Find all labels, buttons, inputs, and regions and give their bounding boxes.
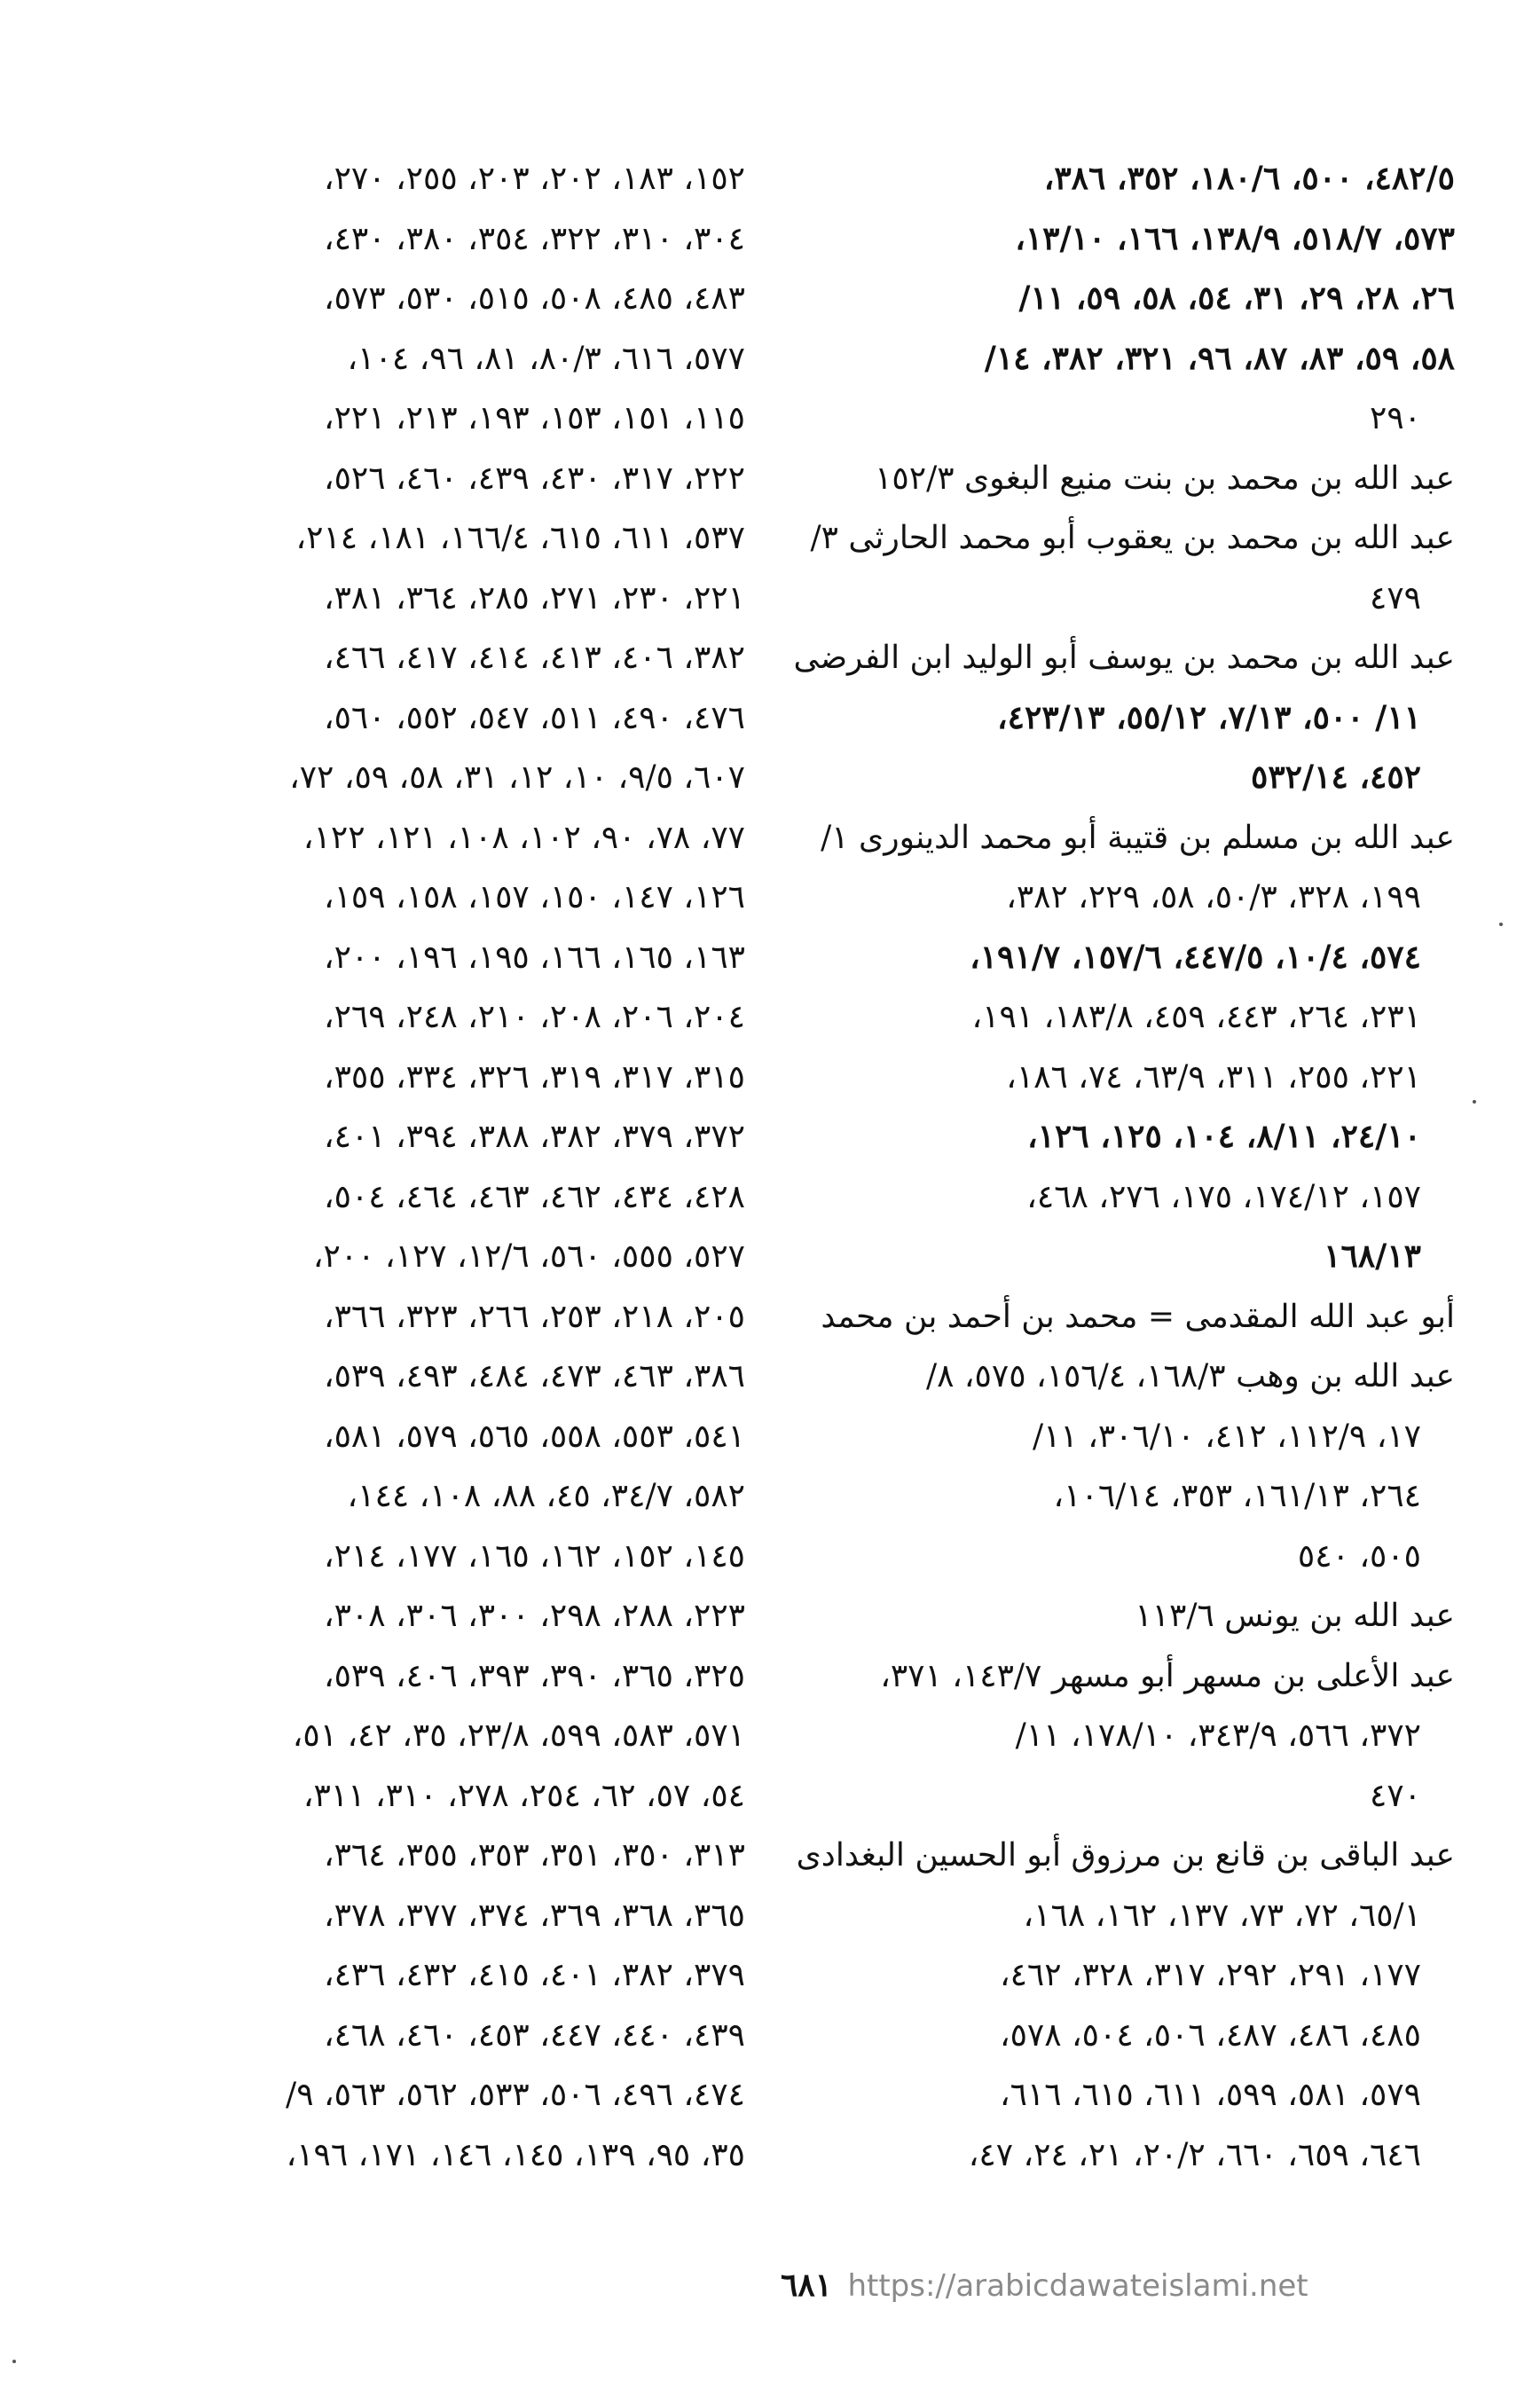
scan-speck [1499, 923, 1503, 926]
index-line: ٧٧، ٧٨، ٩٠، ١٠٢، ١٠٨، ١٢١، ١٢٢، [302, 819, 745, 856]
index-line: ٦٥/١، ٧٢، ٧٣، ١٣٧، ١٦٢، ١٦٨، [1023, 1897, 1421, 1934]
index-line: ٤٣٩، ٤٤٠، ٤٤٧، ٤٥٣، ٤٦٠، ٤٦٨، [323, 2016, 745, 2054]
index-line: ٢٢١، ٢٣٠، ٢٧١، ٢٨٥، ٣٦٤، ٣٨١، [323, 579, 745, 617]
index-entry-heading: عبد الله بن وهب ١٦٨/٣، ١٥٦/٤، ٥٧٥، ٨/ [925, 1358, 1455, 1394]
index-line: ٤٧٦، ٤٩٠، ٥١١، ٥٤٧، ٥٥٢، ٥٦٠، [323, 699, 745, 736]
index-line: ٢٩٠ [1369, 400, 1421, 436]
index-entry-heading: عبد الباقى بن قانع بن مرزوق أبو الحسين البغدادى [796, 1837, 1455, 1874]
index-line: ٥٧٣، ٥١٨/٧، ١٣٨/٩، ١٦٦، ١٣/١٠، [1015, 219, 1455, 257]
index-entry-heading: عبد الله بن محمد بن بنت منيع البغوى ١٥٢/٣ [875, 460, 1455, 497]
index-line: ١١/ ٥٠٠، ٧/١٣، ٥٥/١٢، ٤٢٣/١٣، [997, 698, 1421, 736]
index-line: ٤٧٤، ٤٩٦، ٥٠٦، ٥٣٣، ٥٦٢، ٥٦٣، ٩/ [286, 2077, 745, 2113]
index-line: ٣٥، ٩٥، ١٣٩، ١٤٥، ١٤٦، ١٧١، ١٩٦، [286, 2136, 745, 2173]
index-line: ٤٥٢، ٥٣٢/١٤ [1251, 758, 1421, 796]
index-line: ٢٢٢، ٣١٧، ٤٣٠، ٤٣٩، ٤٦٠، ٥٢٦، [323, 460, 745, 497]
index-entry-heading: عبد الله بن محمد بن يعقوب أبو محمد الحارثى ٣/ [810, 520, 1455, 556]
index-line: ٤٧٠ [1369, 1777, 1421, 1814]
index-line: ٥٧٧، ٦١٦، ٨٠/٣، ٨١، ٩٦، ١٠٤، [347, 340, 745, 377]
index-line: ٦٠٧، ٩/٥، ١٠، ١٢، ٣١، ٥٨، ٥٩، ٧٢، [289, 759, 745, 796]
index-line: ٣٢٥، ٣٦٥، ٣٩٠، ٣٩٣، ٤٠٦، ٥٣٩، [323, 1657, 745, 1694]
watermark-link[interactable]: https://arabicdawateislami.net [847, 2268, 1308, 2304]
index-line: ١١٥، ١٥١، ١٥٣، ١٩٣، ٢١٣، ٢٢١، [323, 400, 745, 436]
left-column [177, 149, 745, 2185]
index-line: ١٩٩، ٣٢٨، ٥٠/٣، ٥٨، ٢٢٩، ٣٨٢، [1006, 879, 1421, 915]
index-line: ٥٨٢، ٣٤/٧، ٤٥، ٨٨، ١٠٨، ١٤٤، [347, 1478, 745, 1514]
index-line: ٢٦، ٢٨، ٢٩، ٣١، ٥٤، ٥٨، ٥٩، ١١/ [1018, 279, 1455, 317]
index-line: ٣٧٢، ٣٧٩، ٣٨٢، ٣٨٨، ٣٩٤، ٤٠١، [323, 1119, 745, 1155]
index-entry-heading: عبد الله بن مسلم بن قتيبة أبو محمد الدينورى ١/ [821, 819, 1455, 856]
index-line: ١٦٨/١٣ [1324, 1237, 1421, 1275]
index-line: ٣٧٩، ٣٨٢، ٤٠١، ٤١٥، ٤٣٢، ٤٣٦، [323, 1957, 745, 1993]
index-line: ٥٢٧، ٥٥٥، ٥٦٠، ١٢/٦، ١٢٧، ٢٠٠، [312, 1238, 745, 1275]
index-entry-heading: أبو عبد الله المقدمى = محمد بن أحمد بن محمد [821, 1298, 1455, 1335]
index-line: ٥٠٥، ٥٤٠ [1297, 1537, 1421, 1575]
index-entry-heading: عبد الله بن يونس ١١٣/٦ [1135, 1598, 1455, 1634]
index-line: ٤٢٨، ٤٣٤، ٤٦٢، ٤٦٣، ٤٦٤، ٥٠٤، [323, 1178, 745, 1215]
index-line: ٢٢٣، ٢٨٨، ٢٩٨، ٣٠٠، ٣٠٦، ٣٠٨، [323, 1598, 745, 1634]
index-line: ٣٨٦، ٤٦٣، ٤٧٣، ٤٨٤، ٤٩٣، ٥٣٩، [323, 1358, 745, 1394]
index-line: ٦٤٦، ٦٥٩، ٦٦٠، ٢٠/٢، ٢١، ٢٤، ٤٧، [968, 2136, 1421, 2173]
index-line: ١٧٧، ٢٩١، ٢٩٢، ٣١٧، ٣٢٨، ٤٦٢، [999, 1957, 1421, 1993]
index-line: ٥٧٩، ٥٨١، ٥٩٩، ٦١١، ٦١٥، ٦١٦، [999, 2077, 1421, 2113]
index-line: ٤٧٩ [1369, 579, 1421, 617]
index-line: ٥٨، ٥٩، ٨٣، ٨٧، ٩٦، ٣٢١، ٣٨٢، ١٤/ [984, 339, 1455, 377]
scan-speck [1473, 1100, 1476, 1104]
index-line: ٢٠٥، ٢١٨، ٢٥٣، ٢٦٦، ٣٢٣، ٣٦٦، [323, 1298, 745, 1335]
index-line: ٣١٥، ٣١٧، ٣١٩، ٣٢٦، ٣٣٤، ٣٥٥، [323, 1058, 745, 1096]
index-line: ٥٤، ٥٧، ٦٢، ٢٥٤، ٢٧٨، ٣١٠، ٣١١، [302, 1777, 745, 1814]
index-line: ٣٧٢، ٥٦٦، ٣٤٣/٩، ١٧٨/١٠، ١١/ [1015, 1717, 1421, 1754]
index-entry-heading: عبد الله بن محمد بن يوسف أبو الوليد ابن الفرضى [793, 640, 1455, 676]
page-number: ٦٨١ [781, 2267, 833, 2304]
page-footer [781, 2267, 1419, 2320]
index-line: ١٥٢، ١٨٣، ٢٠٢، ٢٠٣، ٢٥٥، ٢٧٠، [323, 161, 745, 197]
scan-speck [12, 2360, 16, 2363]
index-line: ٤٨٣، ٤٨٥، ٥٠٨، ٥١٥، ٥٣٠، ٥٧٣، [323, 280, 745, 317]
index-line: ٥٧٤، ١٠/٤، ٤٤٧/٥، ١٥٧/٦، ١٩١/٧، [970, 938, 1421, 976]
index-line: ٢٣١، ٢٦٤، ٤٤٣، ٤٥٩، ١٨٣/٨، ١٩١، [971, 999, 1421, 1035]
index-line: ٣٦٥، ٣٦٨، ٣٦٩، ٣٧٤، ٣٧٧، ٣٧٨، [323, 1897, 745, 1934]
index-line: ٢٢١، ٢٥٥، ٣١١، ٦٣/٩، ٧٤، ١٨٦، [1006, 1058, 1421, 1096]
index-line: ٣٨٢، ٤٠٦، ٤١٣، ٤١٤، ٤١٧، ٤٦٦، [323, 640, 745, 676]
index-line: ٤٨٥، ٤٨٦، ٤٨٧، ٥٠٦، ٥٠٤، ٥٧٨، [999, 2016, 1421, 2054]
index-line: ١٦٣، ١٦٥، ١٦٦، ١٩٥، ١٩٦، ٢٠٠، [323, 939, 745, 976]
index-line: ٥٧١، ٥٨٣، ٥٩٩، ٢٣/٨، ٣٥، ٤٢، ٥١، [292, 1717, 745, 1754]
index-line: ١٧، ١١٢/٩، ٤١٢، ٣٠٦/١٠، ١١/ [1032, 1418, 1421, 1455]
index-line: ١٤٥، ١٥٢، ١٦٢، ١٦٥، ١٧٧، ٢١٤، [323, 1537, 745, 1575]
index-line: ١٢٦، ١٤٧، ١٥٠، ١٥٧، ١٥٨، ١٥٩، [323, 879, 745, 915]
index-line: ٣١٣، ٣٥٠، ٣٥١، ٣٥٣، ٣٥٥، ٣٦٤، [323, 1837, 745, 1874]
index-line: ٥٤١، ٥٥٣، ٥٥٨، ٥٦٥، ٥٧٩، ٥٨١، [323, 1418, 745, 1455]
index-line: ٤٨٢/٥، ٥٠٠، ١٨٠/٦، ٣٥٢، ٣٨٦، [1043, 160, 1455, 197]
index-line: ٢٠٤، ٢٠٦، ٢٠٨، ٢١٠، ٢٤٨، ٢٦٩، [323, 999, 745, 1035]
index-line: ٥٣٧، ٦١١، ٦١٥، ١٦٦/٤، ١٨١، ٢١٤، [295, 520, 745, 556]
index-line: ٣٠٤، ٣١٠، ٣٢٢، ٣٥٤، ٣٨٠، ٤٣٠، [323, 220, 745, 257]
index-line: ٢٦٤، ١٦١/١٣، ٣٥٣، ١٠٦/١٤، [1053, 1478, 1421, 1514]
index-entry-heading: عبد الأعلى بن مسهر أبو مسهر ١٤٣/٧، ٣٧١، [880, 1657, 1455, 1694]
index-line: ٢٤/١٠، ٨/١١، ١٠٤، ١٢٥، ١٢٦، [1027, 1118, 1421, 1155]
index-line: ١٥٧، ١٧٤/١٢، ١٧٥، ٢٧٦، ٤٦٨، [1026, 1178, 1421, 1215]
right-column [793, 149, 1455, 2185]
